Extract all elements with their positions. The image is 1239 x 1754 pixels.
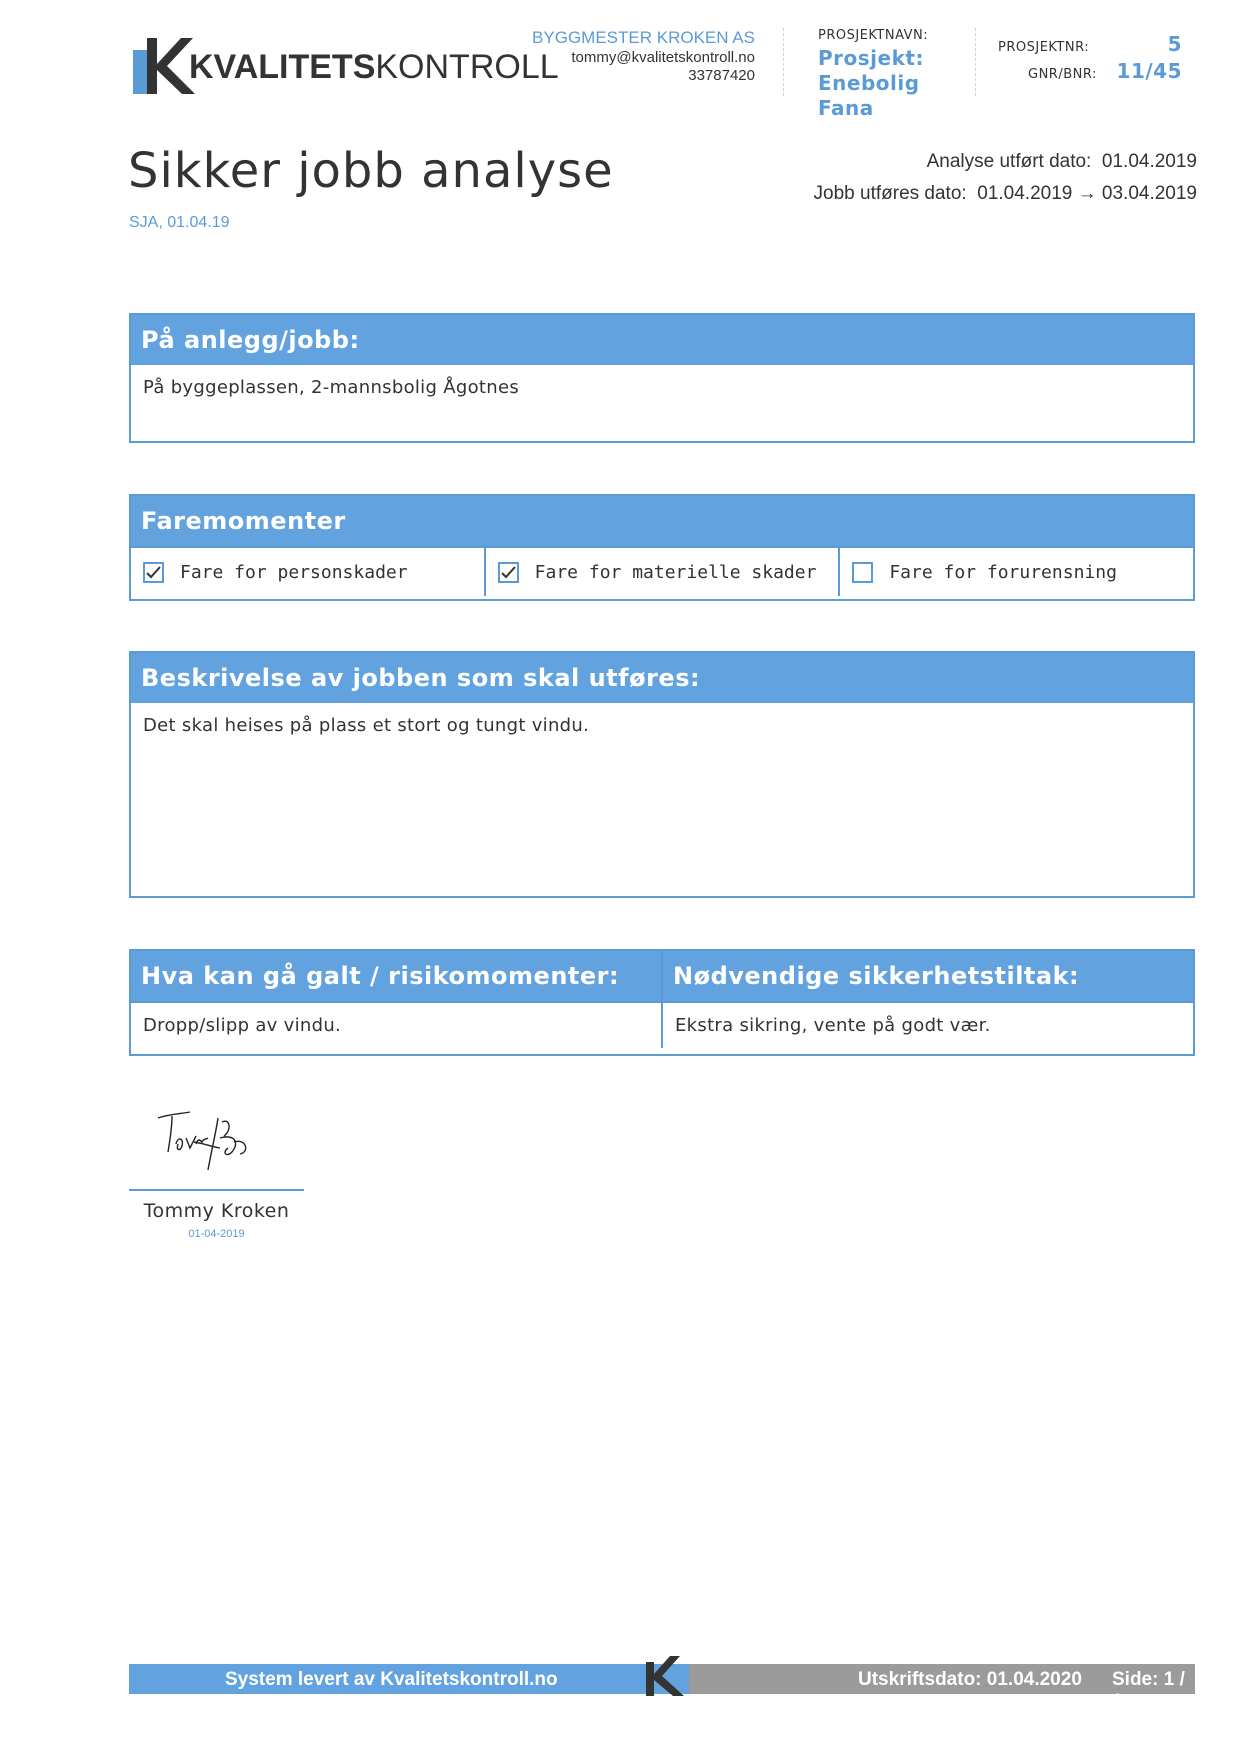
project-number-block: [998, 32, 1182, 84]
logo-text: KVALITETSKONTROLL: [189, 48, 559, 86]
company-logo: [133, 34, 559, 96]
dates-block: [814, 146, 1197, 210]
hazard-label: Fare for forurensning: [889, 561, 1117, 583]
company-phone: 33787420: [688, 67, 755, 84]
site-text: På byggeplassen, 2-mannsbolig Ågotnes: [143, 377, 520, 398]
hazard-label: Fare for personskader: [180, 561, 408, 583]
analysis-date-value: 01.04.2019: [1101, 151, 1197, 172]
job-date-row: [814, 178, 1197, 210]
risk-measures-panel: [129, 949, 1195, 1056]
checkmark-icon: [501, 566, 516, 579]
analysis-date-label: Analyse utført dato:: [926, 151, 1092, 172]
hazards-heading: Faremomenter: [131, 496, 1193, 548]
project-name-line-2: Enebolig: [818, 71, 920, 95]
analysis-date-row: [814, 146, 1197, 178]
signer-name: Tommy Kroken: [143, 1200, 290, 1222]
page-subtitle: SJA, 01.04.19: [129, 214, 230, 231]
hazard-item[interactable]: [486, 548, 841, 596]
footer-right: [689, 1664, 1195, 1712]
job-date-value: 01.04.2019 → 03.04.2019: [977, 183, 1197, 204]
site-panel: [129, 313, 1195, 443]
page-title: Sikker jobb analyse: [128, 143, 614, 199]
hazard-item[interactable]: [840, 548, 1193, 596]
description-text: Det skal heises på plass et stort og tungt vindu.: [143, 715, 590, 736]
hazard-label: Fare for materielle skader: [534, 561, 817, 583]
footer-provider: System levert av Kvalitetskontroll.no: [225, 1669, 558, 1690]
job-date-label: Jobb utføres dato:: [813, 183, 967, 204]
measures-heading: Nødvendige sikkerhetstiltak:: [663, 951, 1193, 1003]
hazards-checklist: [131, 548, 1193, 596]
measures-text: Ekstra sikring, vente på godt vær.: [675, 1015, 991, 1036]
logo-mark-icon: [133, 34, 195, 96]
project-name-block: [818, 28, 928, 121]
footer-print-date: Utskriftsdato: 01.04.2020: [858, 1669, 1082, 1690]
signature-date: 01-04-2019: [188, 1228, 245, 1240]
hazard-checkbox[interactable]: [143, 562, 164, 583]
signature-line: [129, 1189, 304, 1191]
hazard-checkbox[interactable]: [498, 562, 519, 583]
gnr-bnr-value: 11/45: [1116, 59, 1182, 83]
hazards-panel: [129, 494, 1195, 601]
company-name: BYGGMESTER KROKEN AS: [532, 28, 755, 47]
project-name-label: PROSJEKTNAVN:: [818, 28, 929, 43]
hazard-item[interactable]: [131, 548, 486, 596]
description-heading: Beskrivelse av jobben som skal utføres:: [131, 653, 1193, 703]
risks-column: [131, 951, 661, 1048]
footer-left: [129, 1664, 689, 1694]
header-divider: [975, 28, 977, 96]
site-heading: På anlegg/jobb:: [131, 315, 1193, 365]
footer-logo-icon: [644, 1656, 688, 1696]
hazard-checkbox[interactable]: [852, 562, 873, 583]
measures-column: [661, 951, 1193, 1048]
footer-page-number: Side: 1 / 1: [1112, 1669, 1185, 1712]
risks-text: Dropp/slipp av vindu.: [143, 1015, 342, 1036]
checkmark-icon: [146, 566, 161, 579]
company-email: tommy@kvalitetskontroll.no: [571, 49, 755, 66]
project-number-label: PROSJEKTNR:: [998, 40, 1090, 55]
project-name-line-3: Fana: [818, 96, 874, 120]
page-footer: [129, 1664, 1195, 1712]
risks-heading: Hva kan gå galt / risikomomenter:: [131, 951, 661, 1003]
company-info: [520, 28, 755, 84]
description-panel: [129, 651, 1195, 898]
handwritten-signature: [150, 1108, 260, 1178]
risk-measures-columns: [131, 951, 1193, 1048]
project-name-line-1: Prosjekt:: [818, 46, 924, 70]
gnr-bnr-label: GNR/BNR:: [1028, 67, 1097, 82]
header-divider: [783, 28, 785, 96]
project-number-value: 5: [1167, 32, 1182, 56]
